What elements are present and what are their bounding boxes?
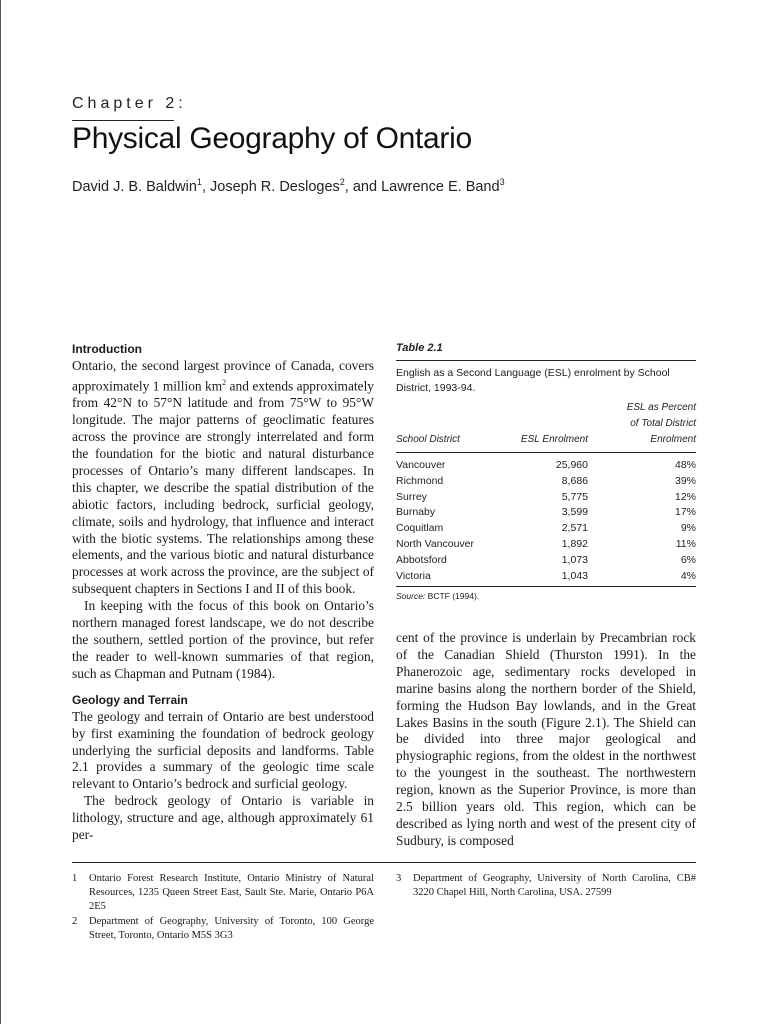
cell-enrolment: 1,073 <box>561 553 588 566</box>
left-column <box>72 340 374 844</box>
introduction-text-end: and extends approximately from 42°N to 57°N latitude and from 75°W to 95°W longitude. The major patterns of geoclimatic features across the province are strongly interrelated and form the foundation for the biotic and natural disturbance processes of Ontario’s many different landscapes. In this chapter, we describe the spatial distribution of the abiotic factors, including bedrock, surficial geology, climate, soils and hydrology, that influence and interact with the biotic systems. The relationships among these elements, and the various biotic and natural disturbance processes at work across the province, are the subject of subsequent chapters in Sections I and II of this book. <box>72 378 374 597</box>
cell-district: North Vancouver <box>396 537 475 550</box>
cell-percent: 6% <box>680 553 696 566</box>
cell-enrolment: 8,686 <box>561 474 588 487</box>
source-label: Source: <box>396 591 426 602</box>
page-edge-line <box>0 0 1 1024</box>
author-separator: , and <box>344 178 382 195</box>
table-header-row <box>396 404 696 448</box>
author-line <box>72 177 505 195</box>
cell-district: Vancouver <box>396 459 446 471</box>
table-header-rule <box>396 452 696 453</box>
author-affiliation-marker: 1 <box>196 177 202 187</box>
table-2-1 <box>396 342 696 601</box>
table-caption: English as a Second Language (ESL) enrolment by School District, 1993-94. <box>396 367 670 394</box>
header-esl-percent-line: Enrolment <box>650 434 696 445</box>
footnote-text: Department of Geography, University of Toronto, 100 George Street, Toronto, Ontario M5S 3G3 <box>89 915 374 941</box>
footnotes-right-column <box>396 872 696 900</box>
table-row <box>396 521 696 537</box>
author-affiliation-marker: 2 <box>339 177 345 187</box>
cell-enrolment: 1,892 <box>561 537 588 550</box>
table-row <box>396 537 696 553</box>
cell-enrolment: 1,043 <box>561 569 588 582</box>
cell-percent: 4% <box>680 569 696 582</box>
author-name: David J. B. Baldwin <box>72 178 197 195</box>
chapter-rule <box>72 120 174 121</box>
table-row <box>396 569 696 585</box>
footnote-number: 3 <box>396 873 402 884</box>
geology-paragraph-continued: cent of the province is underlain by Precambrian rock of the Canadian Shield (Thurston 1991). In the Phanerozoic age, sedimentary rocks developed in marine basins along the northern border of the Shield, forming the Hudson Bay lowlands, and in the Great Lakes Basins in the south (Figure 2.1). The Shield can be divided into three major geological and physiographic regions, from the oldest in the northwest to the youngest in the southeast. The northwestern region, known as the Superior Province, is more than 2.5 billion years old. This region, which can be described as lying north and west of the present city of Sudbury, is composed <box>396 630 696 848</box>
section-heading-introduction: Introduction <box>72 342 142 356</box>
footnote-number: 2 <box>72 915 78 927</box>
table-bottom-rule <box>396 586 696 587</box>
geology-paragraph-2: The bedrock geology of Ontario is variable in lithology, structure and age, although approximately 61 per- <box>72 793 374 843</box>
cell-percent: 17% <box>674 506 696 519</box>
footnote <box>396 872 696 900</box>
cell-enrolment: 3,599 <box>561 506 588 519</box>
chapter-title: Physical Geography of Ontario <box>72 122 472 155</box>
footnote-text: Ontario Forest Research Institute, Ontario Ministry of Natural Resources, 1235 Queen Street East, Sault Ste. Marie, Ontario P6A 2E5 <box>89 873 374 913</box>
header-esl-percent-line: ESL as Percent <box>626 402 696 413</box>
table-row <box>396 474 696 490</box>
footnote <box>72 915 374 943</box>
chapter-label: Chapter 2: <box>72 95 187 112</box>
geology-paragraph: The geology and terrain of Ontario are best understood by first examining the foundation of bedrock geology underlying the surficial deposits and landforms. Table 2.1 provides a summary of the geologic time scale relevant to Ontario’s bedrock and surficial geology. <box>72 708 374 792</box>
introduction-paragraph-2: In keeping with the focus of this book on Ontario’s northern managed forest landscape, we do not describe the southern, settled portion of the province, but refer the reader to well-known summaries of that region, such as Chapman and Putnam (1984). <box>72 598 374 681</box>
introduction-text-start: Ontario, the second largest province of Canada, covers approximately 1 million km <box>72 358 374 394</box>
cell-enrolment: 5,775 <box>561 490 588 503</box>
table-label: Table 2.1 <box>396 342 443 354</box>
author-affiliation-marker: 3 <box>499 177 505 187</box>
header-esl-enrolment: ESL Enrolment <box>520 434 588 445</box>
table-source-note <box>396 591 696 601</box>
table-body <box>396 458 696 584</box>
cell-percent: 48% <box>674 459 696 471</box>
table-row <box>396 505 696 521</box>
author-separator: , <box>201 178 210 195</box>
area-unit-superscript: 2 <box>222 377 227 387</box>
cell-enrolment: 25,960 <box>555 459 588 471</box>
cell-percent: 9% <box>680 522 696 535</box>
footnotes-left-column <box>72 872 374 943</box>
cell-percent: 12% <box>674 490 696 503</box>
footnote-text: Department of Geography, University of North Carolina, CB# 3220 Chapel Hill, North Carolina, USA. 27599 <box>413 873 696 899</box>
right-column <box>396 630 696 850</box>
section-heading-geology: Geology and Terrain <box>72 692 188 707</box>
author-name: Joseph R. Desloges <box>210 178 340 195</box>
header-school-district: School District <box>396 434 460 445</box>
introduction-paragraph <box>72 358 374 598</box>
cell-district: Victoria <box>396 569 431 582</box>
source-text: BCTF (1994). <box>425 591 480 602</box>
cell-district: Burnaby <box>396 506 436 519</box>
cell-district: Abbotsford <box>396 553 447 566</box>
header-esl-percent <box>596 400 696 448</box>
footnote <box>72 872 374 915</box>
footnote-rule <box>72 862 696 863</box>
footnote-number: 1 <box>72 873 78 884</box>
table-row <box>396 553 696 569</box>
cell-enrolment: 2,571 <box>561 522 588 535</box>
table-row <box>396 458 696 474</box>
cell-district: Richmond <box>396 474 444 487</box>
cell-district: Coquitlam <box>396 522 444 535</box>
table-top-rule <box>396 360 696 361</box>
header-esl-percent-line: of Total District <box>630 418 696 429</box>
cell-percent: 39% <box>674 474 696 487</box>
cell-percent: 11% <box>675 537 696 550</box>
table-row <box>396 490 696 506</box>
author-name: Lawrence E. Band <box>381 178 500 195</box>
cell-district: Surrey <box>396 490 427 503</box>
